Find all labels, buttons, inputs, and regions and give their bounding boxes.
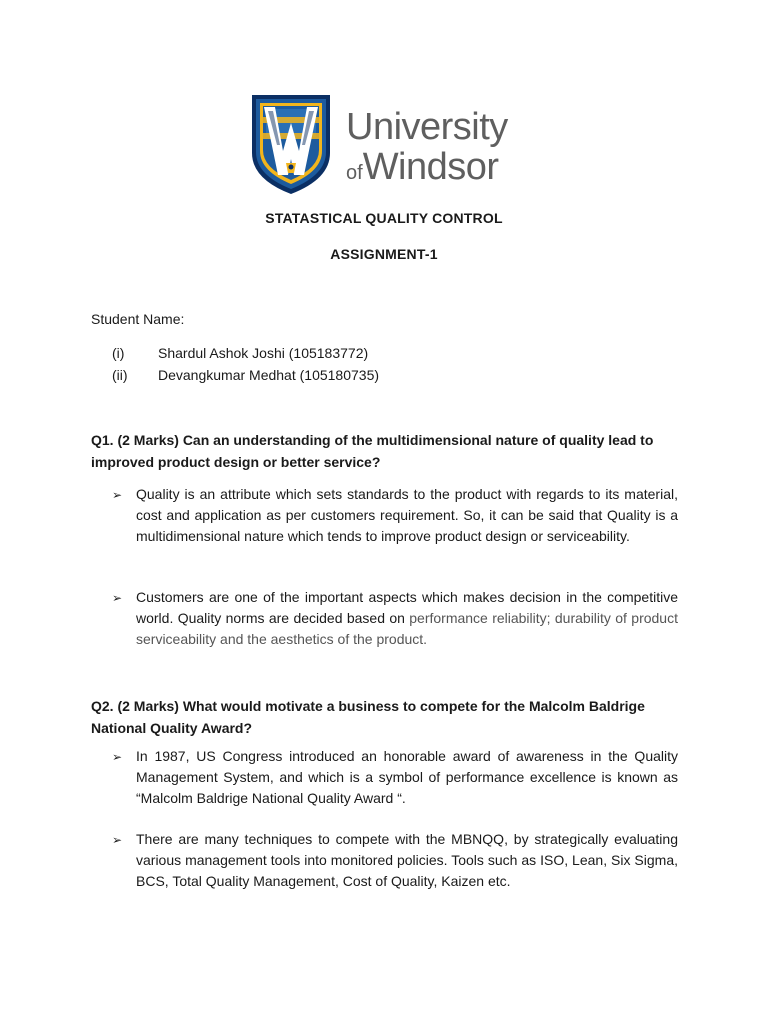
wordmark-of: of [346,162,363,184]
bullet-text: Quality is an attribute which sets standards to the product with regards to its material, cost and application as per customers requirement. So, it can be said that Quality is a multidimensional nature which tends to improve product design or serviceability. [136,486,678,544]
course-title: STATASTICAL QUALITY CONTROL [265,210,503,226]
wordmark-windsor: Windsor [362,146,499,188]
bullet-text: In 1987, US Congress introduced an honorable award of awareness in the Quality Management System, and which is a symbol of performance excellence is known as “Malcolm Baldrige National Quality Award “. [136,748,678,806]
university-wordmark [346,107,508,195]
student-name: Shardul Ashok Joshi (105183772) [158,345,369,361]
arrowhead-bullet-icon: ➢ [112,591,123,605]
arrowhead-bullet-icon: ➢ [112,750,123,764]
university-shield-icon [250,93,332,196]
student-entry [112,345,368,361]
answer-bullet [112,484,678,547]
wordmark-line-university: University [346,106,508,148]
assignment-title: ASSIGNMENT-1 [330,246,438,262]
student-name-label: Student Name: [91,311,185,327]
arrowhead-bullet-icon: ➢ [112,833,123,847]
question-1: Q1. (2 Marks) Can an understanding of the multidimensional nature of quality lead to improved product design or better service? [91,432,654,470]
answer-bullet [112,829,678,892]
student-number: (i) [112,345,125,361]
question-2: Q2. (2 Marks) What would motivate a business to compete for the Malcolm Baldrige National Quality Award? [91,698,645,736]
student-entry [112,367,379,383]
answer-bullet [112,746,678,809]
student-name: Devangkumar Medhat (105180735) [158,367,380,383]
university-logo [250,93,525,198]
answer-bullet [112,587,678,650]
bullet-text [136,587,678,650]
bullet-text-muted: performance reliability; durability of product serviceability and the aesthetics of the product. [136,610,678,647]
bullet-text-main: Customers are one of the important aspects which makes decision in the competitive world. Quality norms are decided based on [136,589,678,626]
bullet-text: There are many techniques to compete with the MBNQQ, by strategically evaluating various management tools into monitored policies. Tools such as ISO, Lean, Six Sigma, BCS, Total Quality Management, Cost of Quality, Kaizen etc. [136,831,678,889]
arrowhead-bullet-icon: ➢ [112,488,123,502]
wordmark-line-windsor [346,147,508,195]
student-number: (ii) [112,367,128,383]
